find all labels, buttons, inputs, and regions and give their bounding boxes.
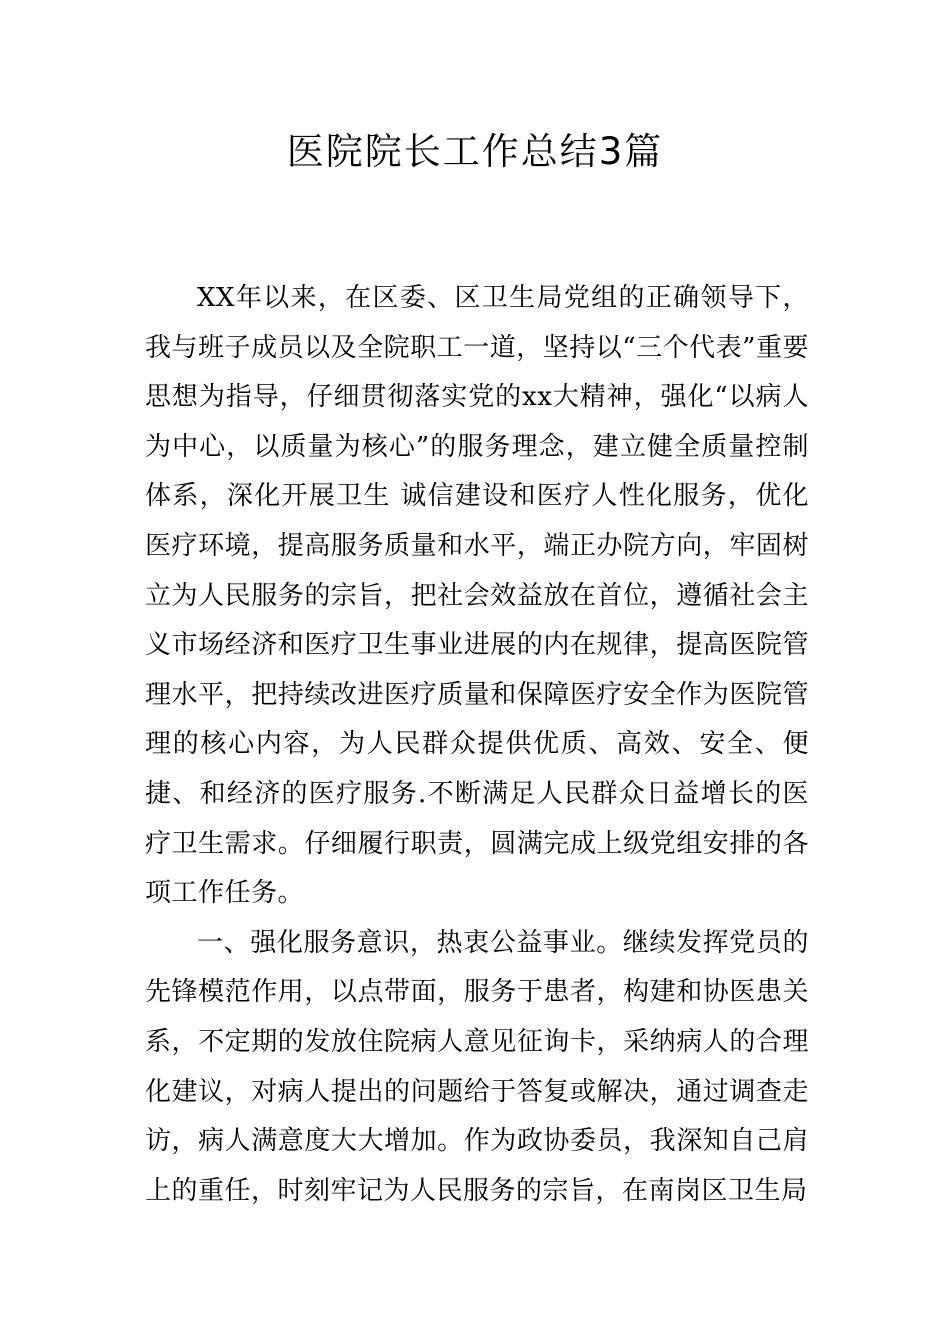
document-body [145, 274, 809, 1216]
paragraph-intro: XX年以来，在区委、区卫生局党组的正确领导下，我与班子成员以及全院职工一道，坚持以“三个代表”重要思想为指导，仔细贯彻落实党的xx大精神，强化“以病人为中心，以质量为核心”的服务理念，建立健全质量控制体系，深化开展卫生 诚信建设和医疗人性化服务，优化医疗环境，提高服务质量和水平，端正办院方向，牢固树立为人民服务的宗旨，把社会效益放在首位，遵循社会主义市场经济和医疗卫生事业进展的内在规律，提高医院管理水平，把持续改进医疗质量和保障医疗安全作为医院管理的核心内容，为人民群众提供优质、高效、安全、便捷、和经济的医疗服务.不断满足人民群众日益增长的医疗卫生需求。仔细履行职责，圆满完成上级党组安排的各项工作任务。 [145, 283, 809, 909]
document-title: 医院院长工作总结3篇 [286, 130, 664, 173]
paragraph-section-one: 一、强化服务意识，热衷公益事业。继续发挥党员的先锋模范作用，以点带面，服务于患者，构建和协医患关系，不定期的发放住院病人意见征询卡，采纳病人的合理化建议，对病人提出的问题给于答复或解决，通过调查走访，病人满意度大大增加。作为政协委员，我深知自己肩上的重任，时刻牢记为人民服务的宗旨，在南岗区卫生局 [145, 927, 809, 1206]
